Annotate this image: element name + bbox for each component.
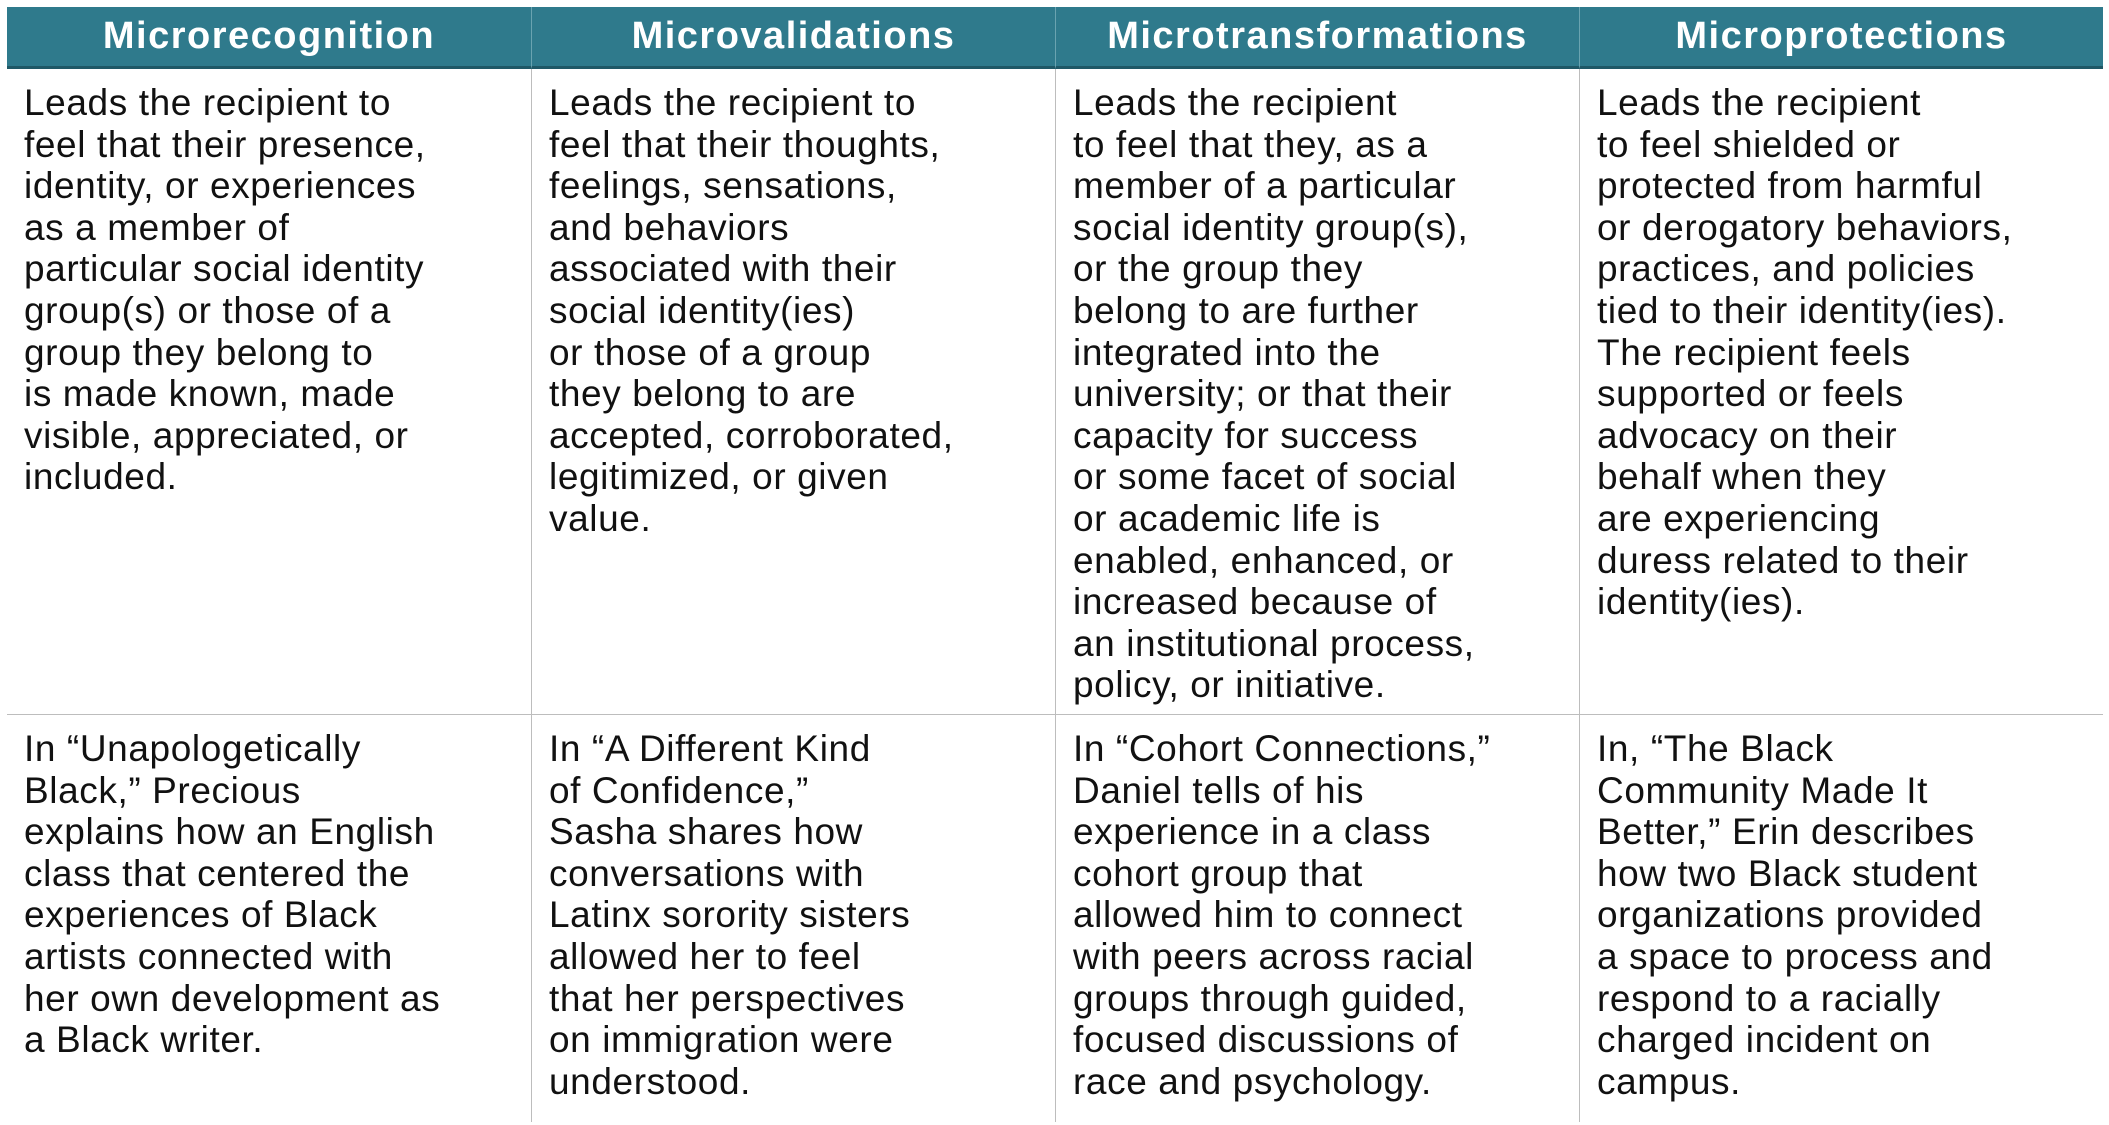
text-line: Leads the recipient (1073, 82, 1398, 123)
text-line: Black,” Precious (24, 769, 301, 811)
definition-cell (1579, 69, 2103, 715)
text-line: Better,” Erin describes (1597, 811, 1975, 853)
text-line: supported or feels (1597, 373, 1904, 415)
text-line: or those of a group (549, 331, 871, 373)
text-line: Daniel tells of his (1073, 769, 1365, 811)
text-line: charged incident on (1597, 1019, 1932, 1061)
text-line: conversations with (549, 852, 865, 894)
text-line: advocacy on their (1597, 414, 1898, 456)
text-line: accepted, corroborated, (549, 414, 954, 456)
text-line: Community Made It (1597, 769, 1928, 811)
text-line: feel that their thoughts, (549, 123, 941, 165)
text-line: groups through guided, (1073, 977, 1467, 1019)
text-line: group(s) or those of a (24, 289, 391, 331)
text-line: integrated into the (1073, 331, 1381, 373)
text-line: experience in a class (1073, 811, 1432, 853)
text-line: feel that their presence, (24, 123, 426, 165)
text-line: feelings, sensations, (549, 165, 897, 207)
text-line: explains how an English (24, 811, 435, 853)
text-line: In “A Different Kind (549, 728, 871, 769)
text-line: In “Unapologetically (24, 728, 361, 769)
text-line: to feel shielded or (1597, 123, 1901, 165)
text-line: are experiencing (1597, 497, 1881, 539)
text-line: that her perspectives (549, 977, 906, 1019)
text-line: experiences of Black (24, 894, 378, 936)
text-line: allowed him to connect (1073, 894, 1463, 936)
text-line: how two Black student (1597, 852, 1978, 894)
column-header-microtransformations: Microtransformations (1055, 7, 1579, 69)
text-line: value. (549, 497, 652, 539)
text-line: The recipient feels (1597, 331, 1911, 373)
text-line: they belong to are (549, 373, 857, 415)
text-line: understood. (549, 1060, 752, 1102)
example-cell (531, 715, 1055, 1122)
text-line: social identity(ies) (549, 289, 856, 331)
text-line: an institutional process, (1073, 622, 1475, 664)
text-line: Latinx sorority sisters (549, 894, 911, 936)
column-header-microrecognition: Microrecognition (7, 7, 531, 69)
text-line: identity(ies). (1597, 581, 1805, 623)
text-line: with peers across racial (1073, 935, 1474, 977)
text-line: artists connected with (24, 935, 393, 977)
text-line: associated with their (549, 248, 897, 290)
text-line: visible, appreciated, or (24, 414, 409, 456)
text-line: campus. (1597, 1060, 1742, 1102)
definition-cell (7, 69, 531, 715)
definition-cell (531, 69, 1055, 715)
example-cell (7, 715, 531, 1122)
text-line: university; or that their (1073, 373, 1452, 415)
text-line: tied to their identity(ies). (1597, 289, 2007, 331)
text-line: practices, and policies (1597, 248, 1975, 290)
text-line: Leads the recipient to (549, 82, 916, 123)
text-line: focused discussions of (1073, 1019, 1459, 1061)
text-line: increased because of (1073, 581, 1437, 623)
text-line: enabled, enhanced, or (1073, 539, 1454, 581)
text-line: identity, or experiences (24, 165, 417, 207)
text-line: a Black writer. (24, 1019, 264, 1061)
text-line: or academic life is (1073, 497, 1381, 539)
text-line: cohort group that (1073, 852, 1363, 894)
text-line: on immigration were (549, 1019, 894, 1061)
text-line: as a member of (24, 206, 290, 248)
text-line: In “Cohort Connections,” (1073, 728, 1491, 769)
text-line: respond to a racially (1597, 977, 1941, 1019)
text-line: and behaviors (549, 206, 790, 248)
micro-affirmations-table (7, 7, 2103, 1122)
text-line: capacity for success (1073, 414, 1419, 456)
text-line: Leads the recipient to (24, 82, 391, 123)
text-line: is made known, made (24, 373, 396, 415)
text-line: her own development as (24, 977, 441, 1019)
text-line: class that centered the (24, 852, 411, 894)
example-cell (1055, 715, 1579, 1122)
text-line: protected from harmful (1597, 165, 1983, 207)
text-line: member of a particular (1073, 165, 1457, 207)
text-line: to feel that they, as a (1073, 123, 1428, 165)
text-line: or some facet of social (1073, 456, 1457, 498)
text-line: belong to are further (1073, 289, 1419, 331)
text-line: or the group they (1073, 248, 1363, 290)
column-header-microprotections: Microprotections (1579, 7, 2103, 69)
text-line: In, “The Black (1597, 728, 1834, 769)
text-line: group they belong to (24, 331, 374, 373)
text-line: legitimized, or given (549, 456, 889, 498)
text-line: included. (24, 456, 178, 498)
text-line: duress related to their (1597, 539, 1969, 581)
text-line: behalf when they (1597, 456, 1887, 498)
text-line: or derogatory behaviors, (1597, 206, 2013, 248)
text-line: organizations provided (1597, 894, 1983, 936)
definition-cell (1055, 69, 1579, 715)
text-line: a space to process and (1597, 935, 1993, 977)
example-cell (1579, 715, 2103, 1122)
text-line: social identity group(s), (1073, 206, 1469, 248)
text-line: Leads the recipient (1597, 82, 1922, 123)
text-line: Sasha shares how (549, 811, 864, 853)
column-header-microvalidations: Microvalidations (531, 7, 1055, 69)
text-line: particular social identity (24, 248, 425, 290)
text-line: policy, or initiative. (1073, 664, 1386, 706)
text-line: allowed her to feel (549, 935, 861, 977)
text-line: of Confidence,” (549, 769, 809, 811)
text-line: race and psychology. (1073, 1060, 1432, 1102)
